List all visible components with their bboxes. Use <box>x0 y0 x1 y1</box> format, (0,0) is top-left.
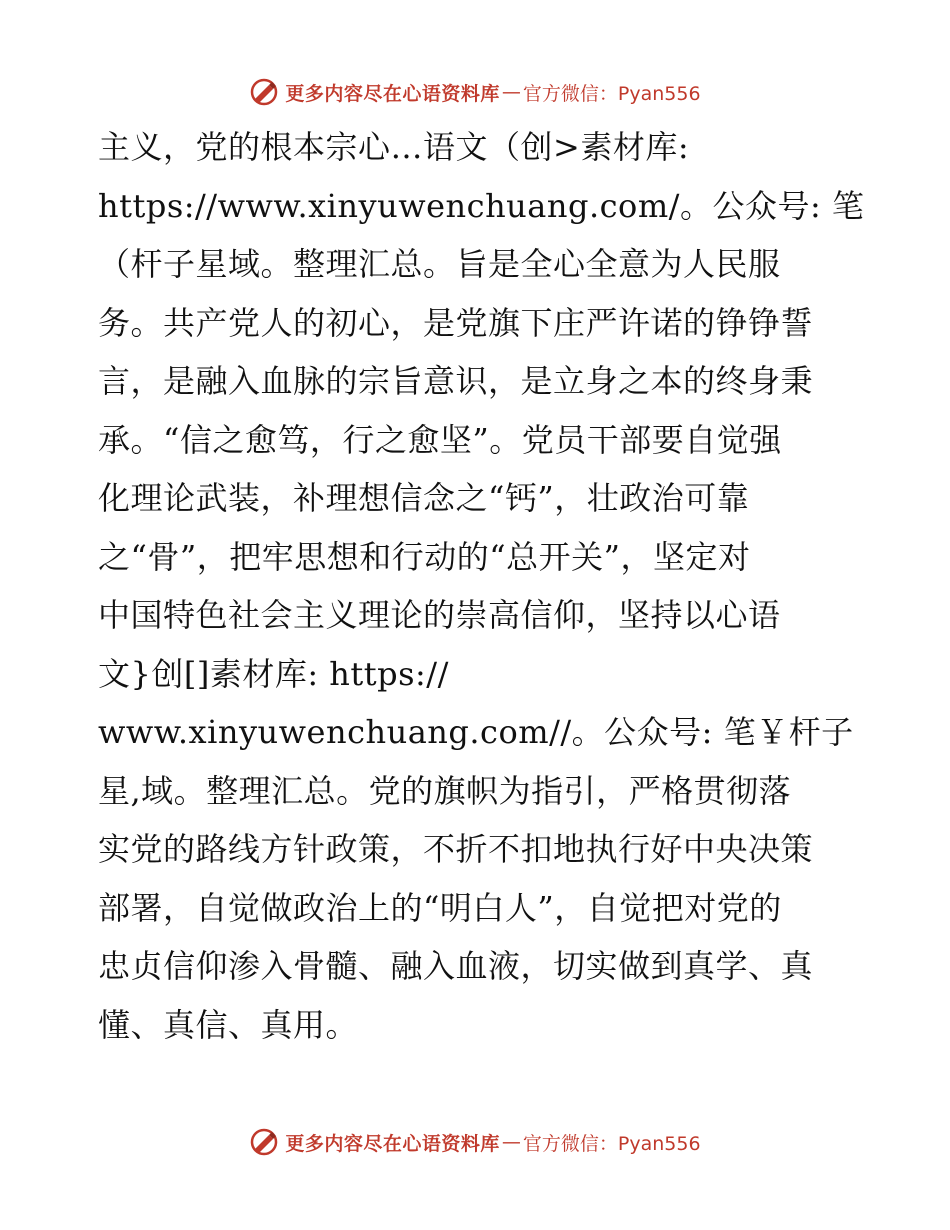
text-line: https://www.xinyuwenchuang.com/。公众号: 笔 <box>98 186 865 225</box>
document-body <box>98 118 865 1054</box>
watermark-dash: — <box>501 81 521 103</box>
pen-logo-icon <box>249 77 279 107</box>
text-line: 中国特色社会主义理论的崇高信仰，坚持以心语 <box>98 596 781 634</box>
text-line: 实党的路线方针政策，不折不扣地执行好中央决策 <box>98 830 814 868</box>
text-line: 懂、真信、真用。 <box>98 1005 359 1044</box>
text-line: 言，是融入血脉的宗旨意识，是立身之本的终身秉 <box>98 362 814 400</box>
text-line: 务。共产党人的初心，是党旗下庄严许诺的铮铮誓 <box>98 303 814 342</box>
footer-watermark <box>0 1122 950 1162</box>
pen-logo-icon <box>249 1127 279 1157</box>
text-line: 承。“信之愈笃，行之愈坚”。党员干部要自觉强 <box>98 420 782 459</box>
text-line: 忠贞信仰渗入骨髓、融入血液，切实做到真学、真 <box>98 947 814 985</box>
watermark-wechat-text: 官方微信：Pyan556 <box>522 82 701 105</box>
text-line: 文}创[]素材库: https:// <box>98 654 449 693</box>
watermark-wechat-text: 官方微信：Pyan556 <box>522 1132 701 1155</box>
text-line: 主义，党的根本宗心…语文（创>素材库: <box>98 128 690 166</box>
text-line: （杆子星域。整理汇总。旨是全心全意为人民服 <box>98 245 781 283</box>
watermark-dash: — <box>501 1131 521 1153</box>
text-line: 之“骨”，把牢思想和行动的“总开关”，坚定对 <box>98 537 751 576</box>
text-line: 部署，自觉做政治上的“明白人”，自觉把对党的 <box>98 888 782 927</box>
header-watermark <box>0 72 950 112</box>
watermark-main-text: 更多内容尽在心语资料库 <box>285 82 500 105</box>
text-line: 星,域。整理汇总。党的旗帜为指引，严格贯彻落 <box>98 771 792 810</box>
text-line: www.xinyuwenchuang.com//。公众号: 笔￥杆子 <box>98 713 854 751</box>
watermark-main-text: 更多内容尽在心语资料库 <box>285 1132 500 1155</box>
text-line: 化理论武装，补理想信念之“钙”，壮政治可靠 <box>98 479 750 517</box>
